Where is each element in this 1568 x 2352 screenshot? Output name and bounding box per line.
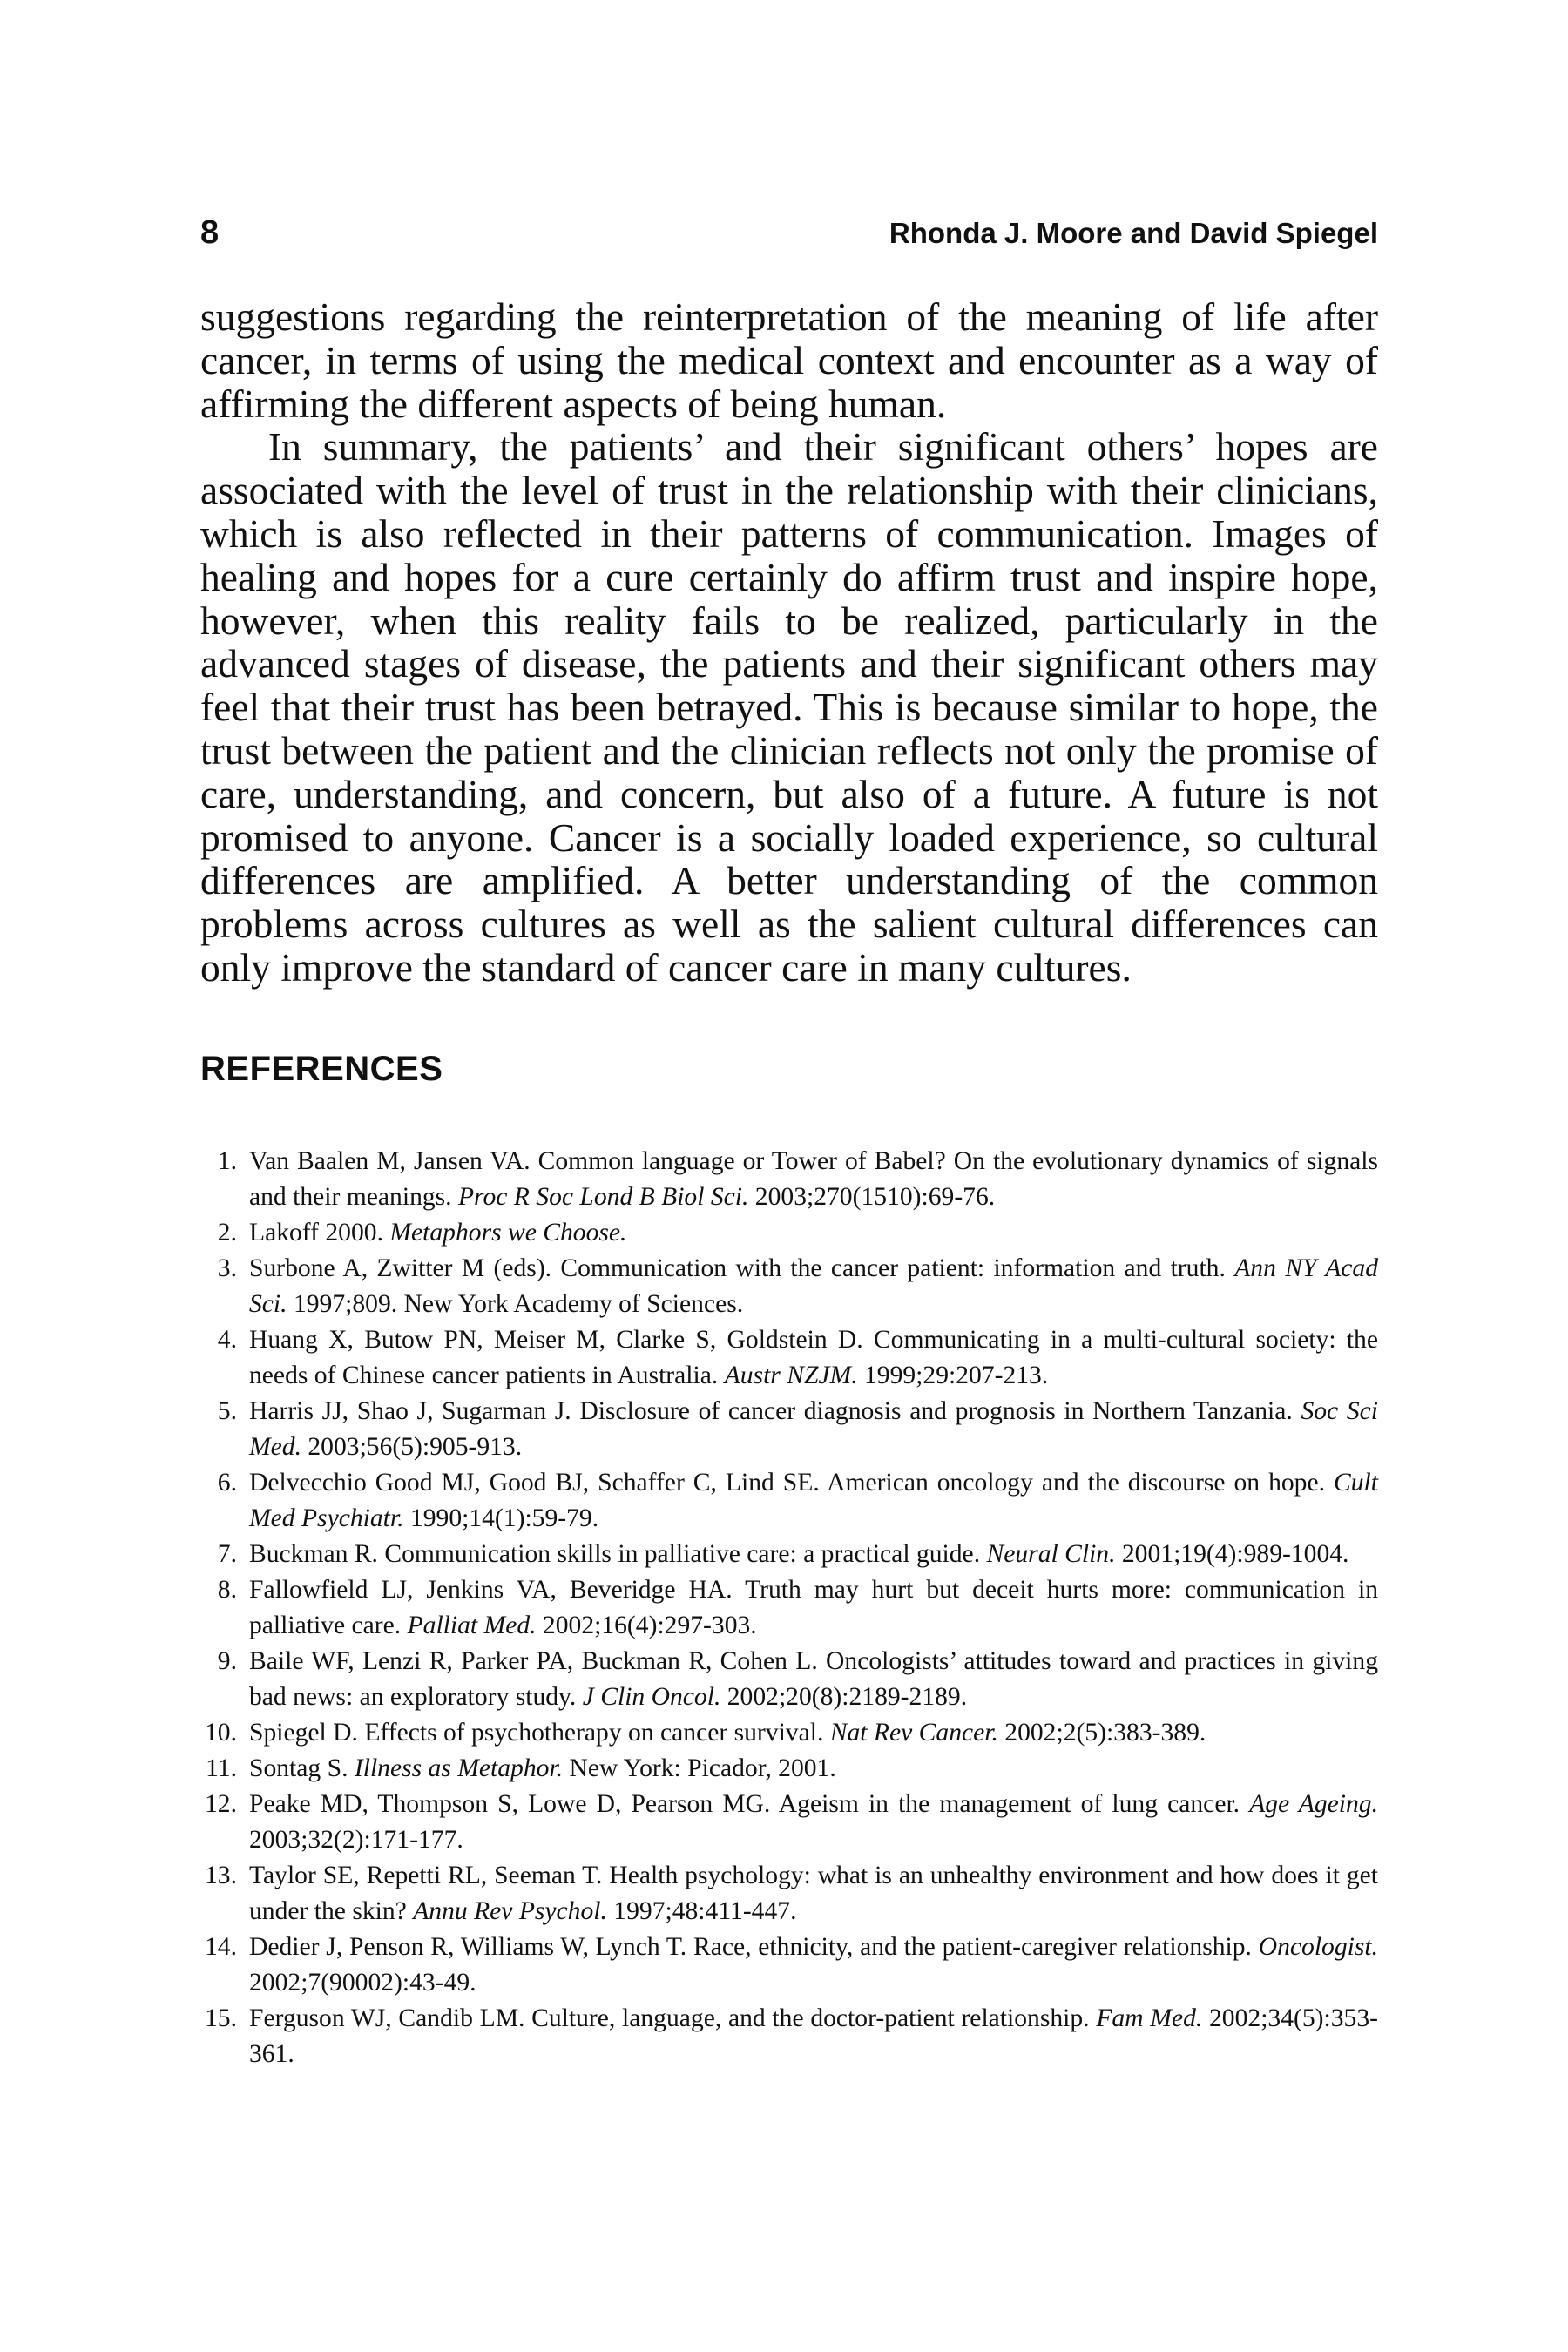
reference-journal: Neural Clin. <box>986 1540 1116 1568</box>
reference-journal: Ann NY Acad Sci. <box>249 1254 1379 1318</box>
reference-number: 2. <box>217 1219 237 1247</box>
reference-citation: Lakoff 2000. <box>249 1219 390 1247</box>
reference-text <box>249 1930 1378 2001</box>
reference-item <box>200 1537 1378 1572</box>
reference-citation: Van Baalen M, Jansen VA. Common language or Tower of Babel? On the evolutionary dynamics of signals and their meanings. <box>249 1147 1378 1211</box>
reference-item <box>200 1644 1378 1715</box>
reference-item <box>200 1787 1378 1858</box>
reference-volume: 1997;809. New York Academy of Sciences. <box>287 1290 744 1318</box>
reference-volume: 2003;270(1510):69-76. <box>748 1183 996 1211</box>
reference-citation: Harris JJ, Shao J, Sugarman J. Disclosure of cancer diagnosis and prognosis in Northern Tanzania. <box>249 1397 1301 1425</box>
body-text <box>200 295 1378 990</box>
reference-journal: Metaphors we Choose. <box>389 1219 627 1247</box>
reference-item <box>200 1394 1378 1465</box>
reference-journal: Palliat Med. <box>407 1612 537 1639</box>
reference-volume: 2002;7(90002):43-49. <box>249 1969 476 1997</box>
reference-journal: Fam Med. <box>1096 2004 1203 2032</box>
reference-journal: Nat Rev Cancer. <box>829 1719 998 1747</box>
reference-volume: 2003;32(2):171-177. <box>249 1826 463 1854</box>
reference-text <box>249 1465 1378 1537</box>
body-paragraph: In summary, the patients’ and their significant others’ hopes are associated with the level of trust in the relationship with their clinicians, which is also reflected in their patterns of communication. Images of healing and hopes for a cure certainly do affirm trust and inspire hope, however, when this reality fails to be realized, particularly in the advanced stages of disease, the patients and their significant others may feel that their trust has been betrayed. This is because similar to hope, the trust between the patient and the clinician reflects not only the promise of care, understanding, and concern, but also of a future. A future is not promised to anyone. Cancer is a socially loaded experience, so cultural differences are amplified. A better understanding of the common problems across cultures as well as the salient cultural differences can only improve the standard of cancer care in many cultures. <box>200 424 1378 990</box>
running-head <box>200 214 1378 258</box>
reference-citation: Buckman R. Communication skills in palliative care: a practical guide. <box>249 1540 987 1568</box>
reference-item <box>200 1215 1378 1251</box>
reference-journal: Illness as Metaphor. <box>354 1754 564 1782</box>
reference-number: 3. <box>217 1254 237 1282</box>
reference-number: 12. <box>205 1790 237 1818</box>
reference-citation: Delvecchio Good MJ, Good BJ, Schaffer C, Lind SE. American oncology and the discourse on hope. <box>249 1469 1335 1497</box>
reference-volume: 1997;48:411-447. <box>606 1897 797 1925</box>
reference-item <box>200 1251 1378 1322</box>
reference-item <box>200 1930 1378 2001</box>
reference-text <box>249 1144 1378 1215</box>
reference-number: 13. <box>205 1862 237 1889</box>
reference-volume: 1990;14(1):59-79. <box>403 1504 599 1532</box>
reference-citation: Fallowfield LJ, Jenkins VA, Beveridge HA. Truth may hurt but deceit hurts more: communication in palliative care. <box>249 1576 1378 1639</box>
reference-item <box>200 1751 1378 1787</box>
running-head-authors: Rhonda J. Moore and David Spiegel <box>889 217 1378 249</box>
reference-journal: Cult Med Psychiatr. <box>249 1469 1378 1532</box>
reference-number: 14. <box>205 1933 237 1961</box>
reference-journal: Proc R Soc Lond B Biol Sci. <box>457 1183 749 1211</box>
reference-journal: Age Ageing. <box>1249 1790 1378 1818</box>
reference-citation: Ferguson WJ, Candib LM. Culture, language, and the doctor-patient relationship. <box>249 2004 1097 2032</box>
reference-number: 5. <box>217 1397 237 1425</box>
reference-citation: Taylor SE, Repetti RL, Seeman T. Health psychology: what is an unhealthy environment and how does it get under the skin? <box>249 1862 1378 1925</box>
reference-citation: Spiegel D. Effects of psychotherapy on cancer survival. <box>249 1719 830 1747</box>
reference-citation: Surbone A, Zwitter M (eds). Communication with the cancer patient: information and truth. <box>249 1254 1235 1282</box>
reference-journal: J Clin Oncol. <box>582 1683 721 1711</box>
reference-text <box>249 1751 1378 1787</box>
reference-citation: Peake MD, Thompson S, Lowe D, Pearson MG. Ageism in the management of lung cancer. <box>249 1790 1250 1818</box>
reference-number: 11. <box>206 1754 237 1782</box>
reference-text <box>249 1394 1378 1465</box>
reference-number: 6. <box>217 1469 237 1497</box>
reference-list <box>200 1144 1378 2072</box>
reference-text <box>249 1322 1378 1394</box>
reference-journal: Oncologist. <box>1258 1933 1378 1961</box>
reference-number: 1. <box>217 1147 237 1175</box>
reference-text <box>249 1787 1378 1858</box>
references-heading: REFERENCES <box>200 1050 443 1088</box>
reference-number: 10. <box>205 1719 237 1747</box>
reference-citation: Sontag S. <box>249 1754 355 1782</box>
reference-volume: 2002;16(4):297-303. <box>536 1612 757 1639</box>
reference-text <box>249 1858 1378 1930</box>
reference-citation: Huang X, Butow PN, Meiser M, Clarke S, Goldstein D. Communicating in a multi-cultural society: the needs of Chinese cancer patients in Australia. <box>249 1326 1378 1389</box>
reference-number: 4. <box>217 1326 237 1354</box>
reference-number: 8. <box>217 1576 237 1604</box>
reference-item <box>200 1715 1378 1751</box>
reference-volume: New York: Picador, 2001. <box>563 1754 836 1782</box>
reference-volume: 2002;2(5):383-389. <box>997 1719 1206 1747</box>
reference-number: 9. <box>217 1647 237 1675</box>
reference-text <box>249 1644 1378 1715</box>
reference-volume: 1999;29:207-213. <box>857 1362 1049 1389</box>
reference-journal: Soc Sci Med. <box>249 1397 1378 1461</box>
body-paragraph: suggestions regarding the reinterpretation of the meaning of life after cancer, in terms of using the medical context and encounter as a way of affirming the different aspects of being human. <box>200 294 1378 426</box>
reference-journal: Austr NZJM. <box>724 1362 858 1389</box>
reference-volume: 2003;56(5):905-913. <box>301 1433 523 1461</box>
reference-volume: 2002;34(5):353-361. <box>249 2004 1378 2068</box>
reference-number: 7. <box>217 1540 237 1568</box>
reference-item <box>200 1144 1378 1215</box>
reference-item <box>200 1465 1378 1537</box>
reference-volume: 2001;19(4):989-1004. <box>1115 1540 1349 1568</box>
reference-volume: 2002;20(8):2189-2189. <box>720 1683 968 1711</box>
reference-text <box>249 1215 1378 1251</box>
reference-item <box>200 1572 1378 1644</box>
reference-text <box>249 1537 1378 1572</box>
page-number: 8 <box>200 214 220 251</box>
reference-item <box>200 1322 1378 1394</box>
reference-item <box>200 2001 1378 2072</box>
reference-item <box>200 1858 1378 1930</box>
reference-citation: Dedier J, Penson R, Williams W, Lynch T. Race, ethnicity, and the patient-caregiver relationship. <box>249 1933 1259 1961</box>
reference-journal: Annu Rev Psychol. <box>413 1897 607 1925</box>
reference-text <box>249 2001 1378 2072</box>
reference-text <box>249 1251 1378 1322</box>
reference-citation: Baile WF, Lenzi R, Parker PA, Buckman R, Cohen L. Oncologists’ attitudes toward and practices in giving bad news: an exploratory study. <box>249 1647 1378 1711</box>
reference-text <box>249 1572 1378 1644</box>
reference-text <box>249 1715 1378 1751</box>
reference-number: 15. <box>205 2004 237 2032</box>
